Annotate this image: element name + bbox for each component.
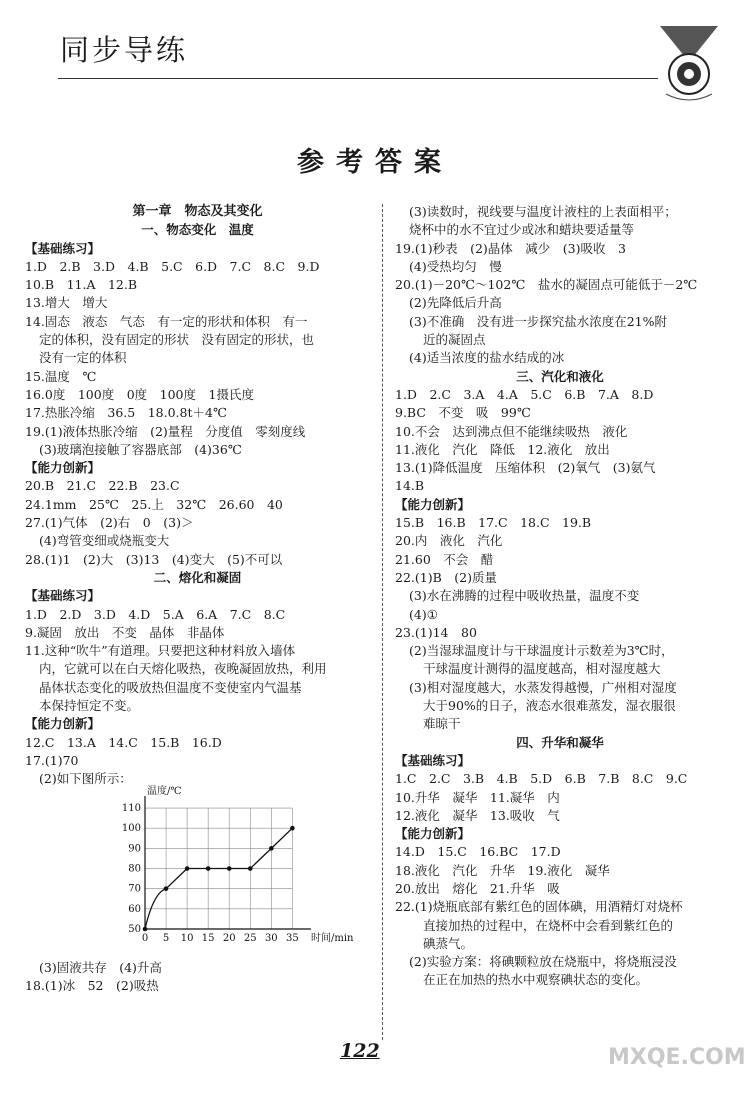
answer-line: 三、汽化和液化 <box>516 368 604 384</box>
answer-line: 【能力创新】 <box>395 826 471 842</box>
answer-line: (3)相对湿度越大，水蒸发得越慢，广州相对湿度 <box>409 679 677 695</box>
answer-line: 难晾干 <box>423 716 461 732</box>
temperature-time-chart <box>105 785 354 959</box>
series-line <box>145 828 292 929</box>
y-tick-label: 110 <box>121 802 141 814</box>
answer-line: 干球温度计测得的温度越高，相对湿度越大 <box>423 661 661 677</box>
answer-line: 20.放出 熔化 21.升华 吸 <box>395 880 560 896</box>
y-tick-label: 90 <box>128 842 141 854</box>
answer-line: (3)固液共存 (4)升高 <box>39 959 162 975</box>
answer-line: 12.C 13.A 14.C 15.B 16.D <box>25 734 222 750</box>
right-answer-lines <box>395 203 725 990</box>
answer-line: (2)实验方案：将碘颗粒放在烧瓶中，将烧瓶浸没 <box>409 954 677 970</box>
x-tick-label: 10 <box>180 932 194 944</box>
y-tick-label: 80 <box>128 863 141 875</box>
answer-line: 11.液化 汽化 降低 12.液化 放出 <box>395 441 610 457</box>
x-tick-label: 15 <box>201 932 215 944</box>
answer-line: 【基础练习】 <box>25 588 101 604</box>
answer-line: 28.(1)1 (2)大 (3)13 (4)变大 (5)不可以 <box>25 551 283 567</box>
answer-line: 21.60 不会 醋 <box>395 551 494 567</box>
answer-line: 烧杯中的水不宜过少或冰和蜡块要适量等 <box>409 222 635 238</box>
answer-line: 【能力创新】 <box>25 716 101 732</box>
answer-line: 22.(1)烧瓶底部有紫红色的固体碘，用酒精灯对烧杯 <box>395 899 683 915</box>
answer-line: 18.液化 汽化 升华 19.液化 凝华 <box>395 862 610 878</box>
answer-line: 22.(1)B (2)质量 <box>395 569 497 585</box>
answer-line: 本保持恒定不变。 <box>39 698 140 714</box>
answer-line: 20.B 21.C 22.B 23.C <box>25 478 180 494</box>
data-point <box>269 846 274 851</box>
answer-line: 19.(1)秒表 (2)晶体 减少 (3)吸收 3 <box>395 240 626 256</box>
data-point <box>290 825 295 830</box>
answer-line: 【基础练习】 <box>25 240 101 256</box>
answer-line: 10.升华 凝华 11.凝华 内 <box>395 789 560 805</box>
answer-line: 碘蒸气。 <box>423 935 474 951</box>
answer-line: 1.C 2.C 3.B 4.B 5.D 6.B 7.B 8.C 9.C <box>395 771 688 787</box>
answer-line: (3)不准确 没有进一步探究盐水浓度在21%附 <box>409 313 667 329</box>
answer-line: 15.温度 ℃ <box>25 368 97 384</box>
data-point <box>185 866 190 871</box>
answer-line: 1.D 2.B 3.D 4.B 5.C 6.D 7.C 8.C 9.D <box>25 258 320 274</box>
answer-line: 14.D 15.C 16.BC 17.D <box>395 844 561 860</box>
answer-line: 15.B 16.B 17.C 18.C 19.B <box>395 515 592 531</box>
y-axis-label: 温度/℃ <box>147 785 182 797</box>
column-divider <box>382 204 383 1040</box>
header-title: 同步导练 <box>60 33 189 67</box>
answer-line: 1.D 2.D 3.D 4.D 5.A 6.A 7.C 8.C <box>25 606 286 622</box>
answer-line: 11.这种“吹牛”有道理。只要把这种材料放入墙体 <box>25 643 296 659</box>
answer-line: 18.(1)冰 52 (2)吸热 <box>25 977 159 993</box>
x-tick-label: 25 <box>243 932 257 944</box>
answer-line: 没有一定的体积 <box>39 350 127 366</box>
answer-line: 20.(1)－20℃～102℃ 盐水的凝固点可能低于－2℃ <box>395 277 698 293</box>
answer-line: 【能力创新】 <box>25 460 101 476</box>
x-axis-label: 时间/min <box>311 932 354 944</box>
answer-line: 12.液化 凝华 13.吸收 气 <box>395 807 560 823</box>
answer-line: 24.1mm 25℃ 25.上 32℃ 26.60 40 <box>25 496 283 512</box>
answer-line: 13.增大 增大 <box>25 295 108 311</box>
answer-line: 14.固态 液态 气态 有一定的形状和体积 有一 <box>25 313 308 329</box>
data-point <box>143 926 148 931</box>
data-point <box>164 886 169 891</box>
answer-line: 近的凝固点 <box>423 332 486 348</box>
answer-line: (3)读数时，视线要与温度计液柱的上表面相平； <box>409 204 677 219</box>
left-column <box>25 203 370 995</box>
answer-line: (4)适当浓度的盐水结成的冰 <box>409 350 565 366</box>
y-tick-label: 100 <box>121 822 141 834</box>
x-tick-label: 30 <box>264 932 278 944</box>
answer-line: 在正在加热的热水中观察碘状态的变化。 <box>423 972 649 988</box>
answer-line: 17.热胀冷缩 36.5 18.0.8t＋4℃ <box>25 405 227 421</box>
watermark: MXQE.COM <box>608 1045 746 1070</box>
answer-line: 9.凝固 放出 不变 晶体 非晶体 <box>25 624 225 640</box>
answer-line: 27.(1)气体 (2)右 0 (3)＞ <box>25 515 194 531</box>
answer-line: (3)水在沸腾的过程中吸收热量，温度不变 <box>409 588 640 604</box>
answer-line: 14.B <box>395 478 425 494</box>
x-tick-label: 35 <box>286 932 299 944</box>
answer-line: (4)弯管变细或烧瓶变大 <box>39 533 170 549</box>
header-rule <box>58 78 658 79</box>
answer-line: 23.(1)14 80 <box>395 624 477 640</box>
y-tick-label: 60 <box>128 903 141 915</box>
x-tick-label: 20 <box>222 932 236 944</box>
x-tick-label: 0 <box>141 932 149 944</box>
answer-line: 1.D 2.C 3.A 4.A 5.C 6.B 7.A 8.D <box>395 386 654 402</box>
answer-line: 晶体状态变化的吸放热但温度不变使室内气温基 <box>39 679 302 695</box>
data-point <box>227 866 232 871</box>
answer-line: 19.(1)液体热胀冷缩 (2)量程 分度值 零刻度线 <box>25 423 306 439</box>
answer-line: (2)先降低后升高 <box>409 295 502 311</box>
answer-line: (2)当湿球温度计与干球温度计示数差为3℃时， <box>409 643 674 659</box>
y-tick-label: 50 <box>128 923 141 935</box>
answer-line: 内，它就可以在白天熔化吸热，夜晚凝固放热，利用 <box>39 661 327 677</box>
answer-line: 16.0度 100度 0度 100度 1摄氏度 <box>25 386 254 402</box>
answer-line: 13.(1)降低温度 压缩体积 (2)氧气 (3)氨气 <box>395 460 656 476</box>
answer-line: 10.不会 达到沸点但不能继续吸热 液化 <box>395 423 628 439</box>
answer-line: 定的体积，没有固定的形状 没有固定的形状，也 <box>39 332 315 348</box>
y-tick-label: 70 <box>128 883 141 895</box>
data-point <box>206 866 211 871</box>
answer-line: 大于90%的日子，液态水很难蒸发，湿衣服很 <box>423 698 676 714</box>
answer-line: 【基础练习】 <box>395 752 471 768</box>
answer-line: 20.内 液化 汽化 <box>395 533 503 549</box>
answer-line: (3)玻璃泡接触了容器底部 (4)36℃ <box>39 441 242 457</box>
right-column <box>395 203 725 990</box>
answer-line: 9.BC 不变 吸 99℃ <box>395 405 531 421</box>
answer-line: 【能力创新】 <box>395 496 471 512</box>
answer-line: 10.B 11.A 12.B <box>25 277 138 293</box>
answer-line: 第一章 物态及其变化 <box>132 204 263 219</box>
x-tick-label: 5 <box>162 932 170 944</box>
data-point <box>248 866 253 871</box>
answer-line: 二、熔化和凝固 <box>153 569 242 585</box>
answer-line: (4)受热均匀 慢 <box>409 258 502 274</box>
answer-line: 17.(1)70 <box>25 752 79 768</box>
left-answer-lines <box>25 203 370 789</box>
page-title: 参考答案 <box>297 147 453 178</box>
page-number: 122 <box>340 1040 380 1062</box>
brand-logo-icon <box>650 22 728 102</box>
answer-line: 直接加热的过程中，在烧杯中会看到紫红色的 <box>423 917 674 933</box>
answer-line: 一、物态变化 温度 <box>141 222 254 238</box>
answer-line: 四、升华和凝华 <box>516 734 604 750</box>
answer-line: (4)① <box>409 606 438 622</box>
left-answer-lines-after <box>25 959 370 996</box>
answer-line: (2)如下图所示： <box>39 771 132 787</box>
